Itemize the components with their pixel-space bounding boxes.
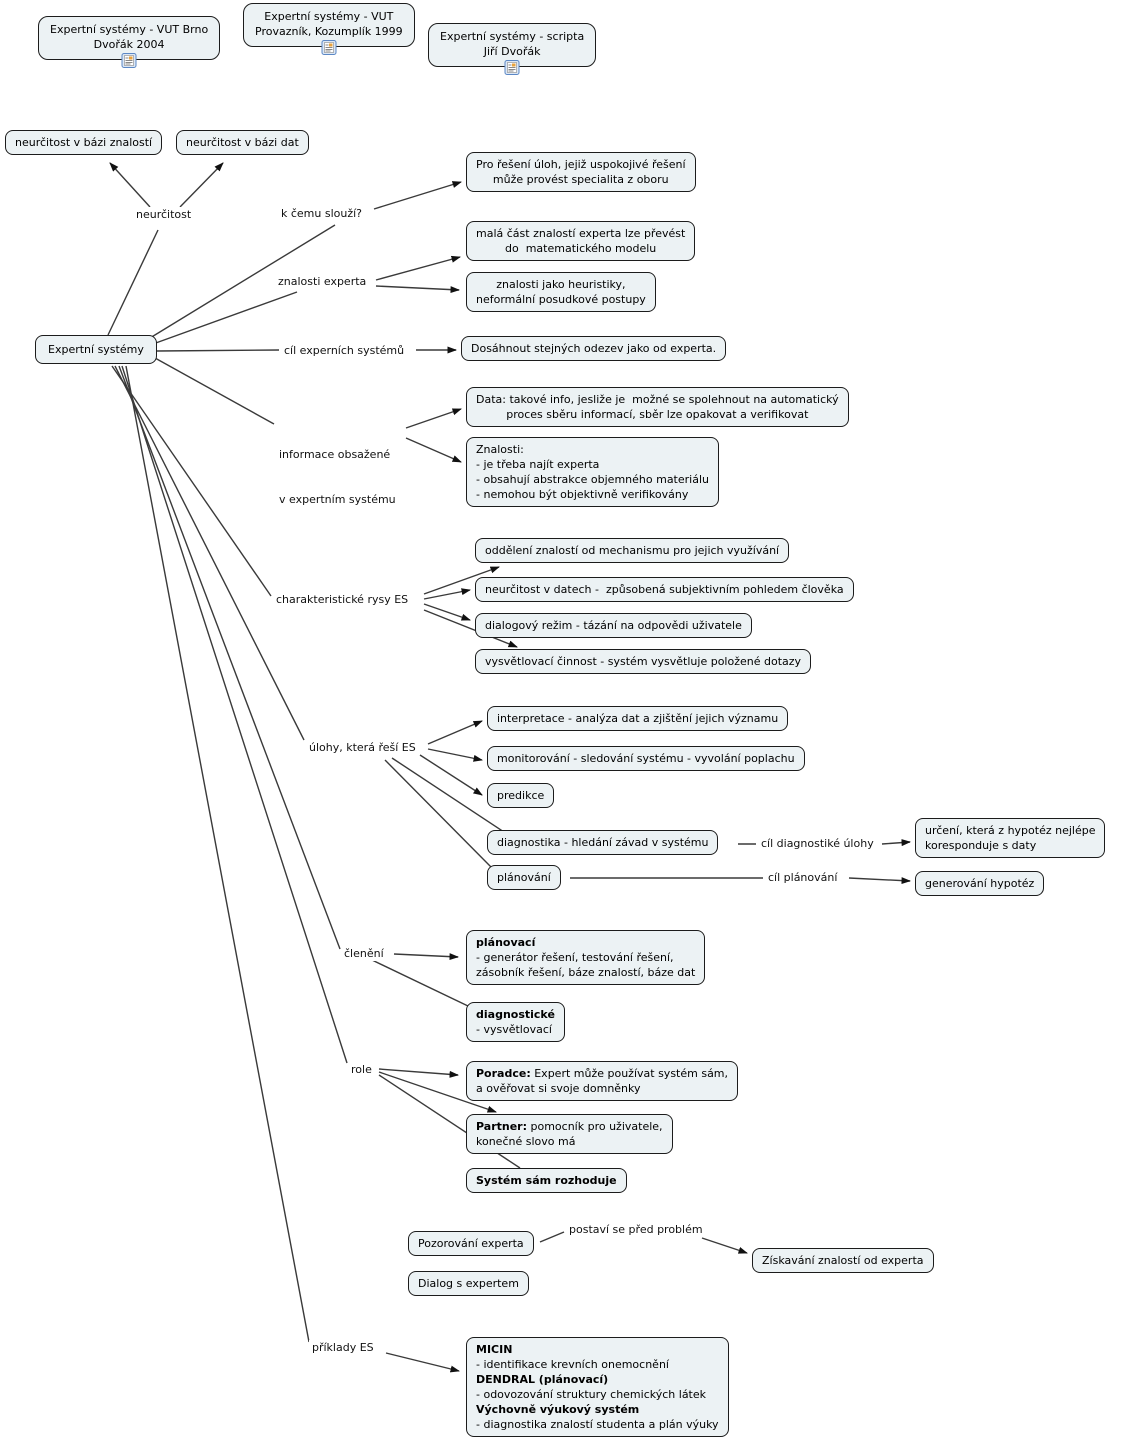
node-pro-reseni-uloh[interactable]: Pro řešení úloh, jejiž uspokojivé řešení může provést specialita z oboru	[466, 152, 696, 192]
link-label-neurcitost[interactable]: neurčitost	[133, 207, 194, 222]
link-label-cleneni[interactable]: členění	[341, 946, 387, 961]
resource-node-scripta-dvorak[interactable]: Expertní systémy - scripta Jiří Dvořák	[428, 23, 596, 67]
node-planovani[interactable]: plánování	[487, 865, 561, 890]
link-label-informace-obsazene[interactable]: informace obsažené v expertním systému	[276, 417, 399, 537]
node-interpretace[interactable]: interpretace - analýza dat a zjištění jejich významu	[487, 706, 788, 731]
link-label-cil-expernich-systemu[interactable]: cíl experních systémů	[281, 343, 407, 358]
link-label-cil-planovani[interactable]: cíl plánování	[765, 870, 840, 885]
link-label-znalosti-experta[interactable]: znalosti experta	[275, 274, 369, 289]
node-vysvetlovaci-cinnost[interactable]: vysvětlovací činnost - systém vysvětluje položené dotazy	[475, 649, 811, 674]
node-mala-cast-znalosti[interactable]: malá část znalostí experta lze převést do matematického modelu	[466, 221, 695, 261]
link-label-cil-diagnosticke-ulohy[interactable]: cíl diagnostiké úlohy	[758, 836, 877, 851]
link-label-role[interactable]: role	[348, 1062, 375, 1077]
node-data-info[interactable]: Data: takové info, jesliže je možné se spolehnout na automatický proces sběru informací, sběr lze opakovat a verifikovat	[466, 387, 849, 427]
node-urceni-hypotez[interactable]: určení, která z hypotéz nejlépe koresponduje s daty	[915, 818, 1105, 858]
link-label-priklady-es[interactable]: příklady ES	[309, 1340, 377, 1355]
document-resource-icon[interactable]	[122, 53, 137, 68]
document-resource-icon[interactable]	[321, 40, 336, 55]
resource-node-vut-brno-dvorak[interactable]: Expertní systémy - VUT Brno Dvořák 2004	[38, 16, 220, 60]
node-neurcitost-v-bazi-znalosti[interactable]: neurčitost v bázi znalostí	[5, 130, 162, 155]
node-generovani-hypotez[interactable]: generování hypotéz	[915, 871, 1044, 896]
node-priklady-es[interactable]: MICIN - identifikace krevních onemocnění DENDRAL (plánovací) - odovozování struktury chemických látek Výchovně výukový systém - diagnostika znalostí studenta a plán výuky	[466, 1337, 729, 1437]
node-znalosti-jako-heuristiky[interactable]: znalosti jako heuristiky, neformální posudkové postupy	[466, 272, 656, 312]
link-label-postavi-se-pred-problem[interactable]: postaví se před problém	[566, 1222, 706, 1237]
link-label-ulohy-resi[interactable]: úlohy, která řeší ES	[306, 740, 419, 755]
node-dialog-s-expertem[interactable]: Dialog s expertem	[408, 1271, 529, 1296]
node-dosahnout-stejnych-odezev[interactable]: Dosáhnout stejných odezev jako od experta.	[461, 336, 726, 361]
node-partner[interactable]: Partner: pomocník pro uživatele, konečné slovo má	[466, 1114, 673, 1154]
node-znalosti-vlastnosti[interactable]: Znalosti: - je třeba najít experta - obsahují abstrakce objemného materiálu - nemohou být objektivně verifikovány	[466, 437, 719, 507]
node-expertni-systemy[interactable]: Expertní systémy	[35, 335, 157, 364]
link-label-k-cemu-slouzi[interactable]: k čemu slouží?	[278, 206, 365, 221]
node-pozorovani-experta[interactable]: Pozorování experta	[408, 1231, 534, 1256]
node-planovaci[interactable]: plánovací - generátor řešení, testování řešení, zásobník řešení, báze znalostí, báze dat	[466, 930, 705, 985]
resource-node-vut-provaznik[interactable]: Expertní systémy - VUT Provazník, Kozumplík 1999	[243, 3, 415, 47]
node-neurcitost-v-bazi-dat[interactable]: neurčitost v bázi dat	[176, 130, 309, 155]
document-resource-icon[interactable]	[505, 60, 520, 75]
node-monitorovani[interactable]: monitorování - sledování systému - vyvolání poplachu	[487, 746, 805, 771]
node-diagnostika[interactable]: diagnostika - hledání závad v systému	[487, 830, 718, 855]
link-label-charakteristicke-rysy[interactable]: charakteristické rysy ES	[273, 592, 411, 607]
node-ziskavani-znalosti[interactable]: Získavání znalostí od experta	[752, 1248, 934, 1273]
node-oddeleni-znalosti[interactable]: oddělení znalostí od mechanismu pro jejich využívání	[475, 538, 789, 563]
node-dialogovy-rezim[interactable]: dialogový režim - tázání na odpovědi uživatele	[475, 613, 752, 638]
node-neurcitost-v-datech[interactable]: neurčitost v datech - způsobená subjektivním pohledem člověka	[475, 577, 854, 602]
node-predikce[interactable]: predikce	[487, 783, 554, 808]
node-system-sam-rozhoduje[interactable]: Systém sám rozhoduje	[466, 1168, 627, 1193]
node-poradce[interactable]: Poradce: Expert může používat systém sám, a ověřovat si svoje domněnky	[466, 1061, 738, 1101]
node-diagnosticke[interactable]: diagnostické - vysvětlovací	[466, 1002, 565, 1042]
